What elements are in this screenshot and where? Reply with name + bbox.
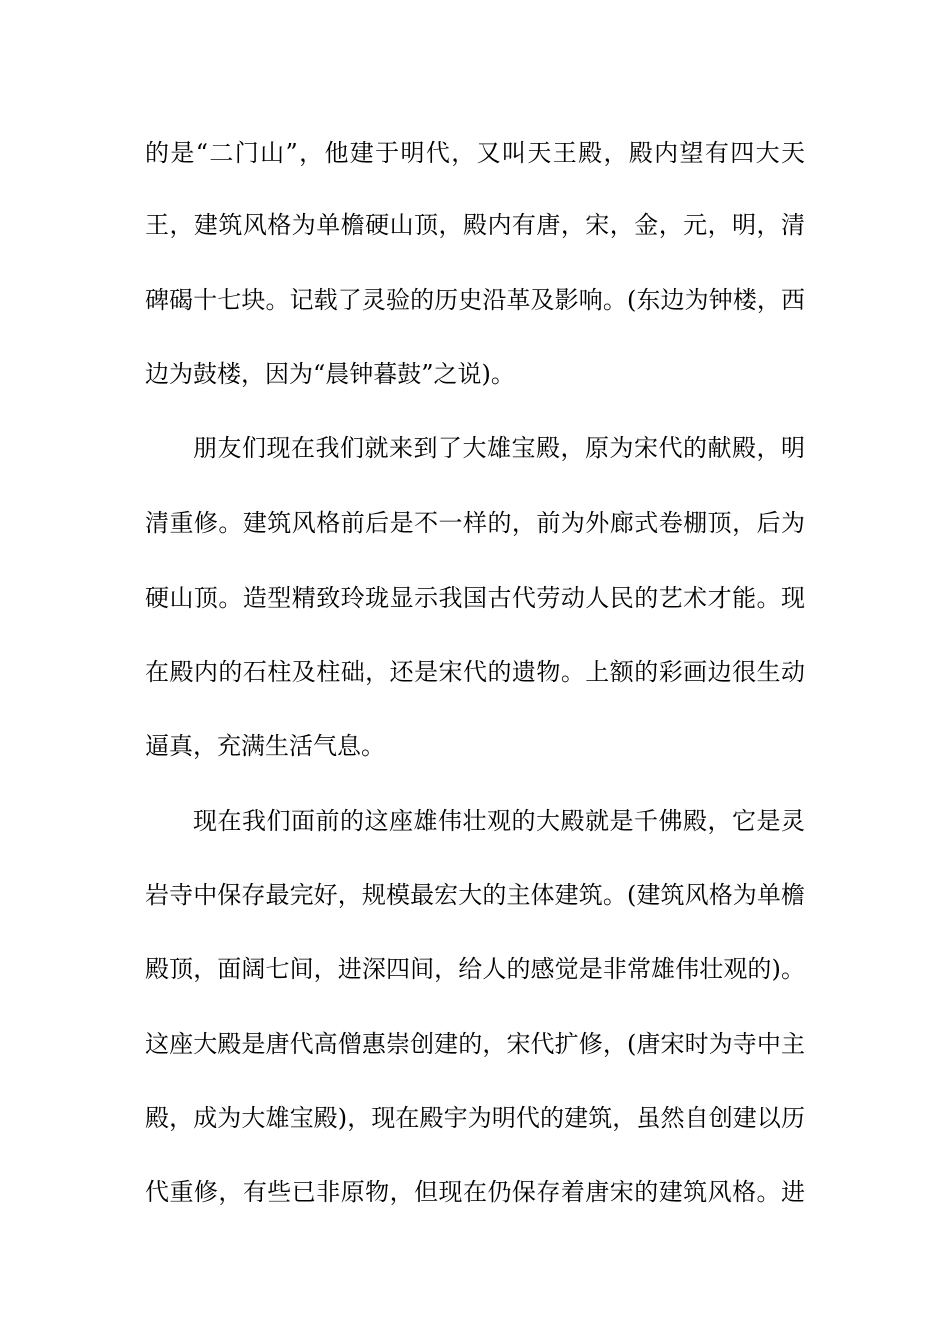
paragraph-3-line-6: 代重修，有些已非原物，但现在仍保存着唐宋的建筑风格。进 <box>145 1178 805 1206</box>
paragraph-3-line-3: 殿顶，面阔七间，进深四间，给人的感觉是非常雄伟壮观的)。 <box>145 955 805 983</box>
paragraph-3-line-1: 现在我们面前的这座雄伟壮观的大殿就是千佛殿，它是灵 <box>193 807 805 835</box>
paragraph-2-line-4: 在殿内的石柱及柱础，还是宋代的遗物。上额的彩画边很生动 <box>145 658 805 686</box>
text-line-4: 边为鼓楼，因为“晨钟暮鼓”之说)。 <box>145 360 515 388</box>
paragraph-3-line-5: 殿，成为大雄宝殿)，现在殿宇为明代的建筑，虽然自创建以历 <box>145 1104 805 1132</box>
text-line-3: 碑碣十七块。记载了灵验的历史沿革及影响。(东边为钟楼，西 <box>145 286 805 314</box>
paragraph-2-line-5: 逼真，充满生活气息。 <box>145 732 385 760</box>
paragraph-2-line-3: 硬山顶。造型精致玲珑显示我国古代劳动人民的艺术才能。现 <box>145 584 805 612</box>
paragraph-2-line-1: 朋友们现在我们就来到了大雄宝殿，原为宋代的献殿，明 <box>193 434 805 462</box>
paragraph-3-line-4: 这座大殿是唐代高僧惠崇创建的，宋代扩修，(唐宋时为寺中主 <box>145 1030 805 1058</box>
paragraph-3-line-2: 岩寺中保存最完好，规模最宏大的主体建筑。(建筑风格为单檐 <box>145 881 805 909</box>
text-line-1: 的是“二门山”，他建于明代，又叫天王殿，殿内望有四大天 <box>145 139 805 167</box>
text-line-2: 王，建筑风格为单檐硬山顶，殿内有唐，宋，金，元，明，清 <box>145 211 805 239</box>
paragraph-2-line-2: 清重修。建筑风格前后是不一样的，前为外廊式卷棚顶，后为 <box>145 509 805 537</box>
